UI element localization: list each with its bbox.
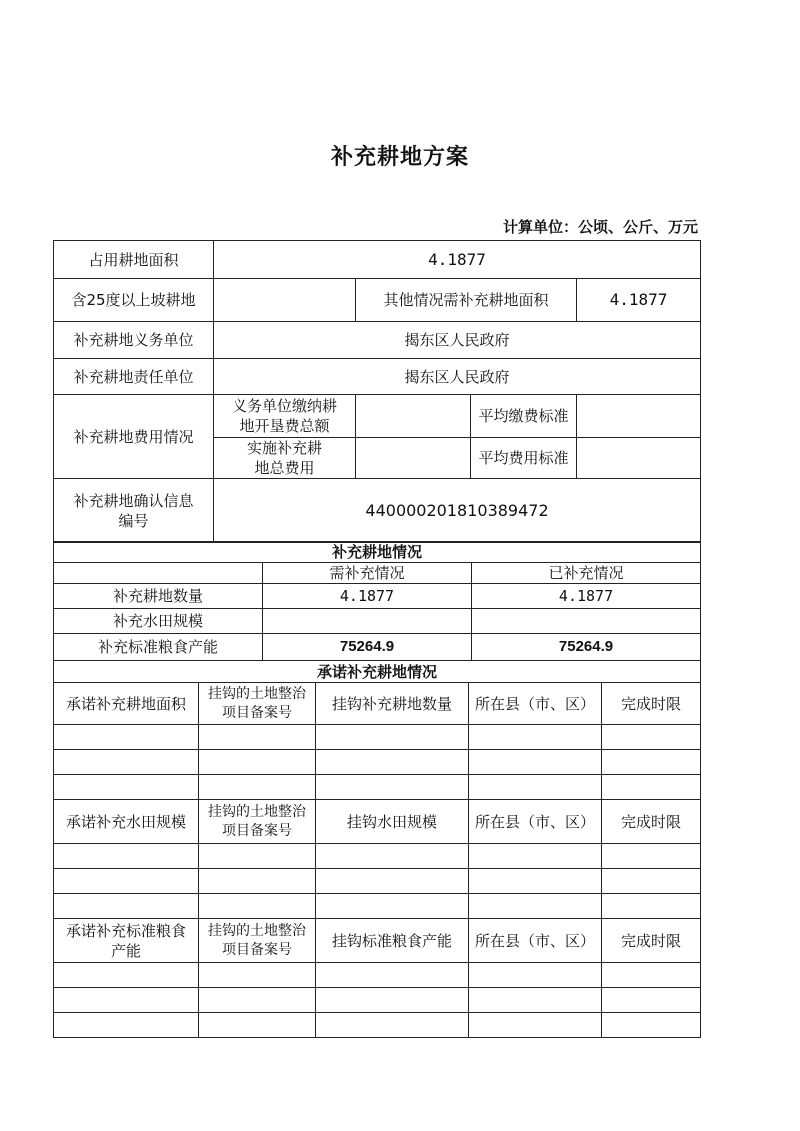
duty-unit-label: 补充耕地义务单位 [54, 322, 214, 359]
total-cost-label [214, 438, 356, 479]
empty-cell [316, 750, 469, 775]
empty-cell [602, 869, 701, 894]
row-label: 补充标准粮食产能 [54, 634, 263, 661]
slope-land-label: 含25度以上坡耕地 [54, 279, 214, 322]
deadline-label: 完成时限 [602, 919, 701, 963]
empty-cell [316, 1013, 469, 1038]
empty-cell [54, 775, 199, 800]
project-record-label [199, 800, 316, 844]
commit-area-label: 承诺补充耕地面积 [54, 683, 199, 725]
other-area-value: 4.1877 [577, 279, 701, 322]
document-title: 补充耕地方案 [330, 145, 469, 170]
responsible-unit-label: 补充耕地责任单位 [54, 359, 214, 395]
project-record-label-text: 挂钩的土地整治项目备案号 [208, 803, 306, 839]
county-label: 所在县（市、区） [469, 919, 602, 963]
empty-cell [54, 894, 199, 919]
linked-amount-label: 挂钩补充耕地数量 [316, 683, 469, 725]
empty-cell [469, 963, 602, 988]
slope-land-value [214, 279, 356, 322]
empty-cell [316, 869, 469, 894]
row-done-value: 75264.9 [472, 634, 701, 661]
occupied-area-value: 4.1877 [214, 241, 701, 279]
county-label: 所在县（市、区） [469, 800, 602, 844]
empty-cell [54, 750, 199, 775]
avg-paid-value [577, 395, 701, 438]
row-need-value: 75264.9 [263, 634, 472, 661]
empty-cell [316, 988, 469, 1013]
row-need-value: 4.1877 [263, 584, 472, 609]
supplement-status-table [53, 541, 701, 661]
empty-cell [602, 963, 701, 988]
fee-paid-label [214, 395, 356, 438]
empty-cell [54, 988, 199, 1013]
row-label: 补充水田规模 [54, 609, 263, 634]
empty-cell [316, 963, 469, 988]
need-column-header: 需补充情况 [263, 563, 472, 584]
row-label: 补充耕地数量 [54, 584, 263, 609]
empty-cell [469, 869, 602, 894]
empty-cell [199, 1013, 316, 1038]
project-record-label [199, 683, 316, 725]
empty-cell [316, 844, 469, 869]
empty-cell [469, 1013, 602, 1038]
commit-grain-label [54, 919, 199, 963]
empty-cell [602, 725, 701, 750]
empty-cell [54, 1013, 199, 1038]
empty-cell [602, 988, 701, 1013]
done-column-header: 已补充情况 [472, 563, 701, 584]
empty-cell [602, 750, 701, 775]
empty-cell [199, 869, 316, 894]
empty-cell [316, 894, 469, 919]
unit-note: 计算单位：公顷、公斤、万元 [502, 218, 698, 236]
avg-cost-value [577, 438, 701, 479]
total-cost-value [356, 438, 471, 479]
blank-header-cell [54, 563, 263, 584]
row-done-value [472, 609, 701, 634]
empty-cell [316, 725, 469, 750]
commitment-table [53, 660, 701, 1038]
confirm-number-label [54, 479, 214, 543]
county-label: 所在县（市、区） [469, 683, 602, 725]
supplement-status-heading: 补充耕地情况 [54, 542, 701, 563]
empty-cell [199, 750, 316, 775]
commit-grain-label-text: 承诺补充标准粮食产能 [65, 921, 186, 960]
empty-cell [469, 725, 602, 750]
empty-cell [469, 988, 602, 1013]
empty-cell [54, 725, 199, 750]
empty-cell [469, 775, 602, 800]
avg-cost-label: 平均费用标准 [471, 438, 577, 479]
empty-cell [316, 775, 469, 800]
commit-paddy-label: 承诺补充水田规模 [54, 800, 199, 844]
deadline-label: 完成时限 [602, 800, 701, 844]
empty-cell [469, 750, 602, 775]
row-done-value: 4.1877 [472, 584, 701, 609]
empty-cell [54, 869, 199, 894]
deadline-label: 完成时限 [602, 683, 701, 725]
confirm-number-value: 440000201810389472 [214, 479, 701, 543]
empty-cell [469, 844, 602, 869]
fee-label: 补充耕地费用情况 [54, 395, 214, 479]
project-record-label [199, 919, 316, 963]
empty-cell [54, 844, 199, 869]
total-cost-label-text: 实施补充耕地总费用 [246, 439, 322, 477]
avg-paid-label: 平均缴费标准 [471, 395, 577, 438]
duty-unit-value: 揭东区人民政府 [214, 322, 701, 359]
empty-cell [469, 894, 602, 919]
fee-paid-label-text: 义务单位缴纳耕地开垦费总额 [231, 397, 337, 435]
project-record-label-text: 挂钩的土地整治项目备案号 [208, 685, 306, 721]
occupied-area-label: 占用耕地面积 [54, 241, 214, 279]
empty-cell [199, 725, 316, 750]
linked-paddy-label: 挂钩水田规模 [316, 800, 469, 844]
confirm-number-label-text: 补充耕地确认信息编号 [73, 491, 194, 530]
empty-cell [602, 844, 701, 869]
empty-cell [602, 894, 701, 919]
responsible-unit-value: 揭东区人民政府 [214, 359, 701, 395]
empty-cell [199, 775, 316, 800]
empty-cell [199, 894, 316, 919]
linked-grain-label: 挂钩标准粮食产能 [316, 919, 469, 963]
commitment-heading: 承诺补充耕地情况 [54, 661, 701, 683]
empty-cell [54, 963, 199, 988]
fee-paid-value [356, 395, 471, 438]
other-area-label: 其他情况需补充耕地面积 [356, 279, 577, 322]
empty-cell [199, 963, 316, 988]
empty-cell [602, 1013, 701, 1038]
row-need-value [263, 609, 472, 634]
empty-cell [199, 988, 316, 1013]
empty-cell [199, 844, 316, 869]
project-record-label-text: 挂钩的土地整治项目备案号 [208, 922, 306, 958]
basic-info-table [53, 240, 701, 543]
empty-cell [602, 775, 701, 800]
